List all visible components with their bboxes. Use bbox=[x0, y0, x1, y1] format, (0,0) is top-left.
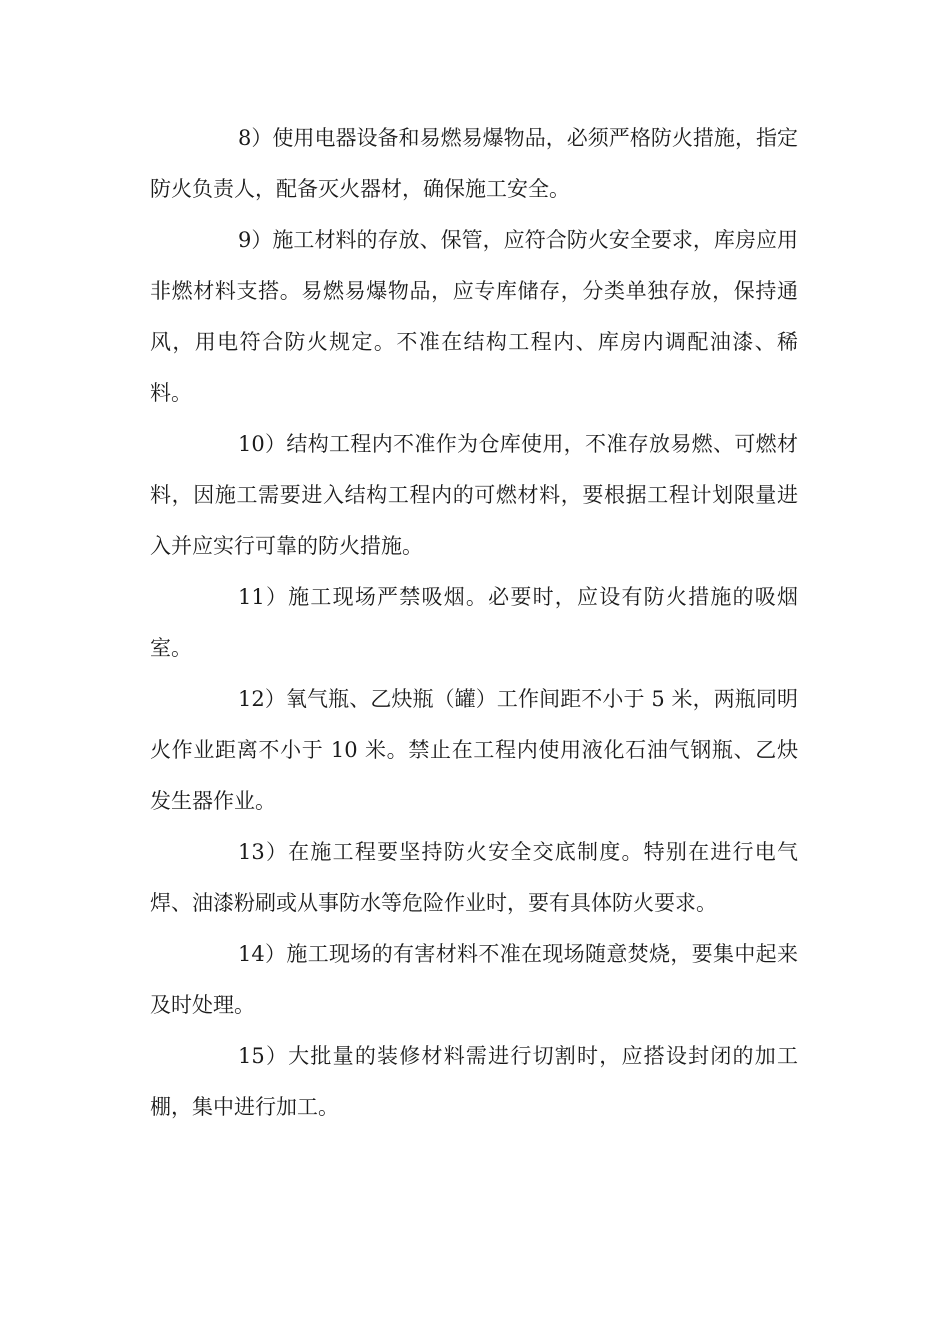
paragraph-item-15: 15）大批量的装修材料需进行切割时，应搭设封闭的加工棚，集中进行加工。 bbox=[150, 1044, 798, 1119]
paragraph-item-9: 9）施工材料的存放、保管，应符合防火安全要求，库房应用非燃材料支搭。易燃易爆物品，应专库储存，分类单独存放，保持通风，用电符合防火规定。不准在结构工程内、库房内调配油漆、稀料。 bbox=[150, 228, 798, 405]
paragraph-item-14: 14）施工现场的有害材料不准在现场随意焚烧，要集中起来及时处理。 bbox=[150, 942, 798, 1017]
paragraph-item-12: 12）氧气瓶、乙炔瓶（罐）工作间距不小于 5 米，两瓶同明火作业距离不小于 10 米。禁止在工程内使用液化石油气钢瓶、乙炔发生器作业。 bbox=[150, 687, 798, 813]
paragraph-item-13: 13）在施工程要坚持防火安全交底制度。特别在进行电气焊、油漆粉刷或从事防水等危险作业时，要有具体防火要求。 bbox=[150, 840, 798, 915]
paragraph-item-8: 8）使用电器设备和易燃易爆物品，必须严格防火措施，指定防火负责人，配备灭火器材，确保施工安全。 bbox=[150, 126, 798, 201]
document-body bbox=[150, 113, 798, 1133]
paragraph-item-11: 11）施工现场严禁吸烟。必要时，应设有防火措施的吸烟室。 bbox=[150, 585, 798, 660]
paragraph-item-10: 10）结构工程内不准作为仓库使用，不准存放易燃、可燃材料，因施工需要进入结构工程内的可燃材料，要根据工程计划限量进入并应实行可靠的防火措施。 bbox=[150, 432, 798, 558]
